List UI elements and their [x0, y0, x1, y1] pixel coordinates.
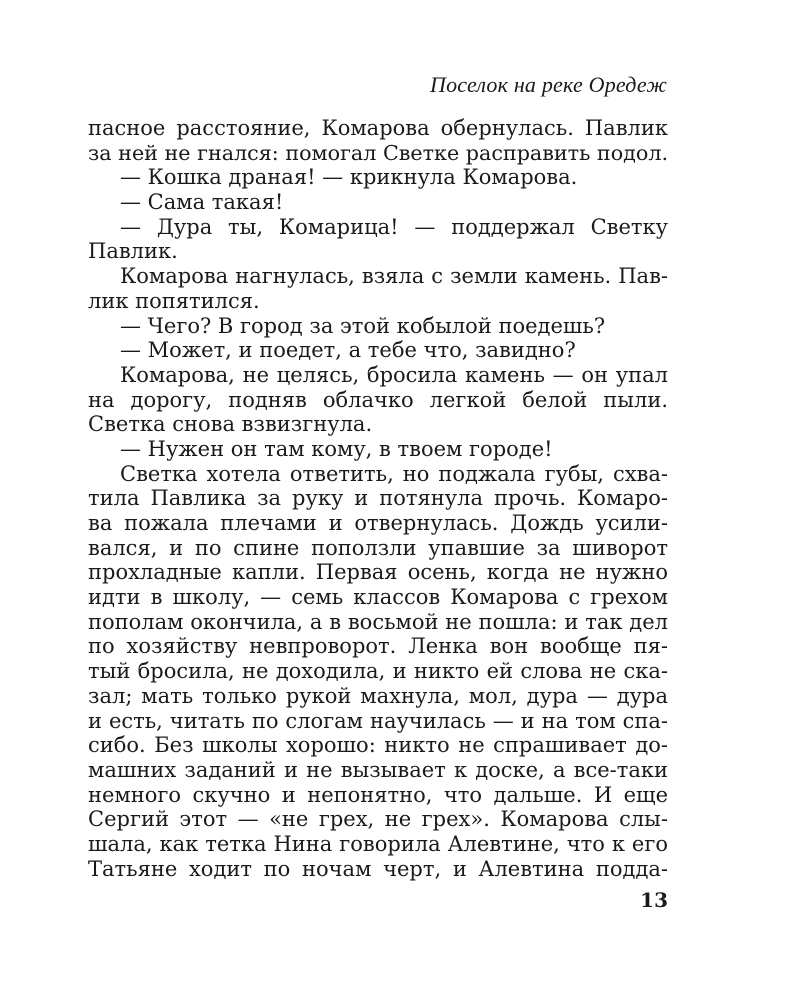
text-line: шала, как тетка Нина говорила Алевтине, что к его	[88, 831, 668, 856]
text-line: Светка хотела ответить, но поджала губы, схва-	[120, 461, 668, 486]
text-line: машних заданий и не вызывает к доске, а все-таки	[88, 757, 668, 782]
text-line: Комарова нагнулась, взяла с земли камень. Пав-	[120, 264, 668, 289]
text-line: — Чего? В город за этой кобылой поедешь?	[120, 313, 606, 338]
text-line: за ней не гнался: помогал Светке расправить подол.	[88, 140, 669, 165]
text-line: ва пожала плечами и отвернулась. Дождь усили-	[88, 511, 668, 535]
text-line: Татьяне ходит по ночам черт, и Алевтина подда-	[88, 856, 668, 881]
text-line: по хозяйству невпроворот. Ленка вон вообще пя-	[88, 634, 668, 659]
text-line: Сергий этот — «не грех, не грех». Комарова слы-	[88, 807, 668, 832]
text-line: пасное расстояние, Комарова обернулась. Павлик	[88, 116, 668, 140]
text-line: тый бросила, не доходила, и никто ей слова не ска-	[88, 659, 668, 684]
text-line: и есть, читать по слогам научилась — и на том спа-	[88, 708, 668, 733]
text-line: — Нужен он там кому, в твоем городе!	[120, 436, 553, 461]
text-line: лик попятился.	[88, 288, 260, 313]
text-line: идти в школу, — семь классов Комарова с грехом	[88, 585, 668, 610]
text-line: Павлик.	[88, 239, 178, 264]
text-line: сибо. Без школы хорошо: никто не спрашивает до-	[88, 733, 668, 758]
text-line: Светка снова взвизгнула.	[88, 412, 373, 437]
text-line: зал; мать только рукой махнула, мол, дура — дура	[88, 683, 668, 708]
text-line: пополам окончила, а в восьмой не пошла: и так дел	[88, 609, 668, 634]
text-line: на дорогу, подняв облачко легкой белой пыли.	[88, 387, 668, 412]
text-line: прохладные капли. Первая осень, когда не нужно	[88, 560, 668, 585]
page-number: 13	[640, 888, 668, 912]
text-line: — Кошка драная! — крикнула Комарова.	[120, 165, 578, 190]
running-head: Поселок на реке Оредеж	[429, 72, 667, 97]
text-line: немного скучно и непонятно, что дальше. И еще	[88, 782, 668, 807]
text-line: вался, и по спине поползли упавшие за шиворот	[88, 535, 668, 560]
text-line: — Дура ты, Комарица! — поддержал Светку	[120, 214, 668, 239]
text-line: тила Павлика за руку и потянула прочь. Комаро-	[88, 486, 668, 511]
text-line: — Сама такая!	[120, 190, 284, 215]
body-text	[88, 116, 668, 881]
text-line: Комарова, не целясь, бросила камень — он упал	[120, 362, 668, 387]
text-line: — Может, и поедет, а тебе что, завидно?	[120, 338, 576, 363]
